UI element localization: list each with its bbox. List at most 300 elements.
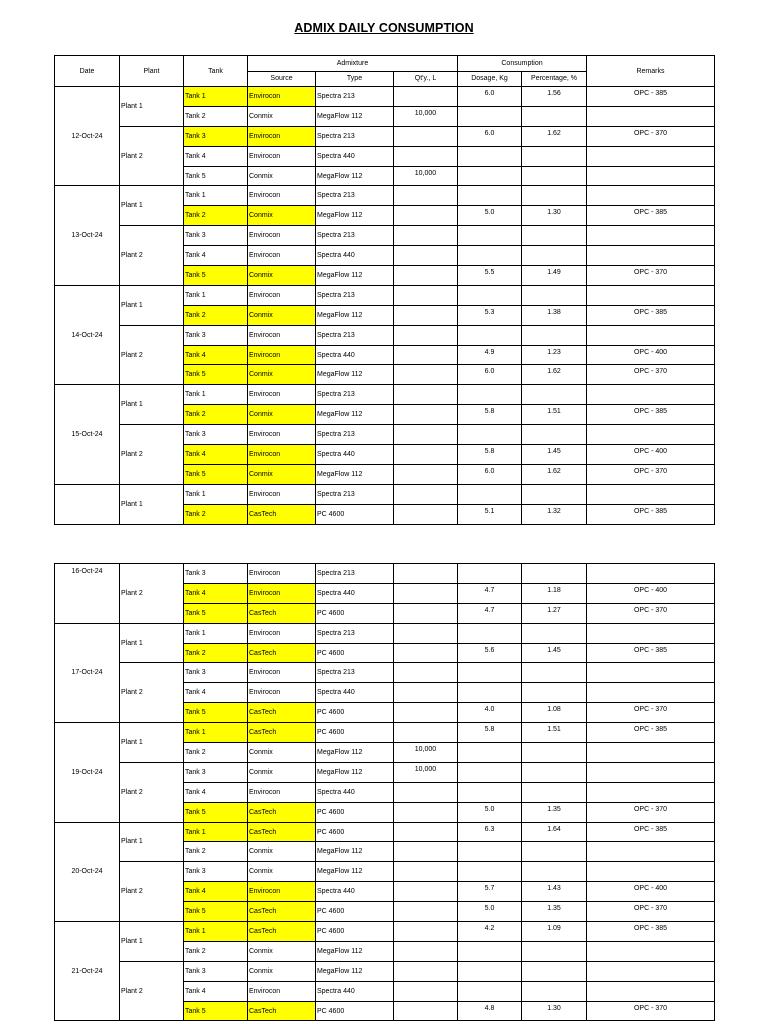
remarks-cell: OPC - 385 xyxy=(587,405,715,425)
tank-cell: Tank 1 xyxy=(184,484,248,504)
header-remarks: Remarks xyxy=(587,56,715,87)
dosage-cell xyxy=(458,762,522,782)
tank-cell: Tank 1 xyxy=(184,822,248,842)
dosage-cell xyxy=(458,166,522,186)
remarks-cell xyxy=(587,623,715,643)
percentage-cell xyxy=(522,743,587,763)
tank-cell: Tank 4 xyxy=(184,782,248,802)
percentage-cell xyxy=(522,762,587,782)
type-cell: PC 4600 xyxy=(316,643,394,663)
remarks-cell: OPC - 385 xyxy=(587,504,715,524)
qty-cell xyxy=(394,365,458,385)
qty-cell xyxy=(394,484,458,504)
qty-cell xyxy=(394,802,458,822)
qty-cell xyxy=(394,464,458,484)
tank-cell: Tank 1 xyxy=(184,385,248,405)
qty-cell xyxy=(394,246,458,266)
percentage-cell xyxy=(522,186,587,206)
tank-cell: Tank 2 xyxy=(184,405,248,425)
type-cell: MegaFlow 112 xyxy=(316,762,394,782)
source-cell: Envirocon xyxy=(248,683,316,703)
percentage-cell xyxy=(522,961,587,981)
source-cell: CasTech xyxy=(248,1001,316,1021)
remarks-cell: OPC - 385 xyxy=(587,822,715,842)
source-cell: CasTech xyxy=(248,822,316,842)
qty-cell xyxy=(394,445,458,465)
qty-cell xyxy=(394,345,458,365)
remarks-cell xyxy=(587,941,715,961)
dosage-cell xyxy=(458,425,522,445)
type-cell: Spectra 440 xyxy=(316,345,394,365)
dosage-cell xyxy=(458,862,522,882)
source-cell: Conmix xyxy=(248,862,316,882)
remarks-cell xyxy=(587,226,715,246)
plant-cell: Plant 2 xyxy=(120,325,184,385)
percentage-cell xyxy=(522,862,587,882)
date-cell: 16-Oct-24 xyxy=(55,564,120,624)
table-row xyxy=(55,922,715,942)
plant-cell: Plant 1 xyxy=(120,385,184,425)
plant-cell: Plant 1 xyxy=(120,723,184,763)
date-cell: 14-Oct-24 xyxy=(55,285,120,384)
qty-cell xyxy=(394,603,458,623)
tank-cell: Tank 3 xyxy=(184,862,248,882)
type-cell: PC 4600 xyxy=(316,504,394,524)
remarks-cell xyxy=(587,564,715,584)
percentage-cell xyxy=(522,166,587,186)
remarks-cell: OPC - 370 xyxy=(587,902,715,922)
qty-cell xyxy=(394,782,458,802)
dosage-cell xyxy=(458,623,522,643)
dosage-cell xyxy=(458,961,522,981)
dosage-cell: 5.8 xyxy=(458,445,522,465)
remarks-cell xyxy=(587,325,715,345)
type-cell: PC 4600 xyxy=(316,703,394,723)
remarks-cell xyxy=(587,842,715,862)
tank-cell: Tank 2 xyxy=(184,206,248,226)
percentage-cell xyxy=(522,285,587,305)
remarks-cell: OPC - 370 xyxy=(587,365,715,385)
type-cell: Spectra 440 xyxy=(316,583,394,603)
header-consumption: Consumption xyxy=(458,56,587,72)
remarks-cell: OPC - 370 xyxy=(587,266,715,286)
dosage-cell: 6.0 xyxy=(458,464,522,484)
tank-cell: Tank 3 xyxy=(184,762,248,782)
plant-cell: Plant 1 xyxy=(120,623,184,663)
header-type: Type xyxy=(316,71,394,87)
qty-cell xyxy=(394,723,458,743)
tank-cell: Tank 5 xyxy=(184,603,248,623)
header-admixture: Admixture xyxy=(248,56,458,72)
plant-cell: Plant 2 xyxy=(120,762,184,822)
qty-cell xyxy=(394,87,458,107)
dosage-cell: 4.9 xyxy=(458,345,522,365)
source-cell: Envirocon xyxy=(248,484,316,504)
plant-cell: Plant 1 xyxy=(120,922,184,962)
type-cell: PC 4600 xyxy=(316,902,394,922)
percentage-cell xyxy=(522,146,587,166)
type-cell: Spectra 213 xyxy=(316,87,394,107)
table-row xyxy=(55,285,715,305)
type-cell: Spectra 213 xyxy=(316,285,394,305)
type-cell: Spectra 440 xyxy=(316,882,394,902)
tank-cell: Tank 5 xyxy=(184,464,248,484)
dosage-cell xyxy=(458,146,522,166)
percentage-cell: 1.62 xyxy=(522,365,587,385)
tank-cell: Tank 2 xyxy=(184,941,248,961)
source-cell: CasTech xyxy=(248,723,316,743)
type-cell: Spectra 213 xyxy=(316,325,394,345)
tank-cell: Tank 2 xyxy=(184,106,248,126)
plant-cell: Plant 2 xyxy=(120,862,184,922)
dosage-cell: 6.0 xyxy=(458,126,522,146)
qty-cell xyxy=(394,146,458,166)
tank-cell: Tank 5 xyxy=(184,802,248,822)
percentage-cell xyxy=(522,941,587,961)
type-cell: MegaFlow 112 xyxy=(316,464,394,484)
table-row xyxy=(55,325,715,345)
plant-cell: Plant 2 xyxy=(120,564,184,624)
source-cell: Conmix xyxy=(248,166,316,186)
source-cell: CasTech xyxy=(248,643,316,663)
type-cell: MegaFlow 112 xyxy=(316,961,394,981)
tank-cell: Tank 3 xyxy=(184,425,248,445)
remarks-cell: OPC - 400 xyxy=(587,345,715,365)
dosage-cell: 5.3 xyxy=(458,305,522,325)
remarks-cell xyxy=(587,862,715,882)
remarks-cell: OPC - 385 xyxy=(587,723,715,743)
dosage-cell: 4.7 xyxy=(458,603,522,623)
plant-cell: Plant 2 xyxy=(120,126,184,186)
dosage-cell xyxy=(458,782,522,802)
consumption-table-page-2 xyxy=(54,563,715,1021)
type-cell: Spectra 213 xyxy=(316,226,394,246)
dosage-cell: 4.0 xyxy=(458,703,522,723)
type-cell: Spectra 440 xyxy=(316,146,394,166)
qty-cell xyxy=(394,564,458,584)
type-cell: MegaFlow 112 xyxy=(316,842,394,862)
tank-cell: Tank 5 xyxy=(184,703,248,723)
tank-cell: Tank 2 xyxy=(184,643,248,663)
table-row xyxy=(55,87,715,107)
remarks-cell: OPC - 370 xyxy=(587,703,715,723)
source-cell: CasTech xyxy=(248,902,316,922)
qty-cell xyxy=(394,266,458,286)
dosage-cell: 5.8 xyxy=(458,723,522,743)
tank-cell: Tank 3 xyxy=(184,325,248,345)
tank-cell: Tank 2 xyxy=(184,743,248,763)
source-cell: CasTech xyxy=(248,922,316,942)
dosage-cell xyxy=(458,842,522,862)
type-cell: MegaFlow 112 xyxy=(316,206,394,226)
percentage-cell: 1.38 xyxy=(522,305,587,325)
qty-cell xyxy=(394,385,458,405)
remarks-cell: OPC - 385 xyxy=(587,305,715,325)
remarks-cell: OPC - 385 xyxy=(587,922,715,942)
qty-cell xyxy=(394,703,458,723)
dosage-cell: 5.0 xyxy=(458,902,522,922)
type-cell: Spectra 213 xyxy=(316,663,394,683)
date-cell xyxy=(55,484,120,524)
remarks-cell xyxy=(587,146,715,166)
qty-cell xyxy=(394,305,458,325)
remarks-cell xyxy=(587,106,715,126)
dosage-cell: 5.1 xyxy=(458,504,522,524)
dosage-cell xyxy=(458,484,522,504)
qty-cell xyxy=(394,623,458,643)
source-cell: Conmix xyxy=(248,464,316,484)
source-cell: Conmix xyxy=(248,106,316,126)
source-cell: Conmix xyxy=(248,206,316,226)
qty-cell xyxy=(394,1001,458,1021)
type-cell: MegaFlow 112 xyxy=(316,266,394,286)
qty-cell xyxy=(394,882,458,902)
percentage-cell: 1.49 xyxy=(522,266,587,286)
consumption-table-page-1 xyxy=(54,55,715,525)
remarks-cell xyxy=(587,743,715,763)
tank-cell: Tank 5 xyxy=(184,365,248,385)
table-row xyxy=(55,762,715,782)
source-cell: Envirocon xyxy=(248,226,316,246)
source-cell: Envirocon xyxy=(248,882,316,902)
header-source: Source xyxy=(248,71,316,87)
type-cell: MegaFlow 112 xyxy=(316,743,394,763)
dosage-cell: 6.0 xyxy=(458,87,522,107)
percentage-cell xyxy=(522,246,587,266)
remarks-cell xyxy=(587,246,715,266)
tank-cell: Tank 1 xyxy=(184,285,248,305)
percentage-cell: 1.51 xyxy=(522,405,587,425)
date-cell: 15-Oct-24 xyxy=(55,385,120,484)
tank-cell: Tank 4 xyxy=(184,981,248,1001)
tank-cell: Tank 1 xyxy=(184,186,248,206)
table-row xyxy=(55,961,715,981)
remarks-cell xyxy=(587,166,715,186)
source-cell: Conmix xyxy=(248,266,316,286)
source-cell: CasTech xyxy=(248,703,316,723)
source-cell: Envirocon xyxy=(248,126,316,146)
type-cell: MegaFlow 112 xyxy=(316,106,394,126)
dosage-cell: 5.8 xyxy=(458,405,522,425)
percentage-cell: 1.45 xyxy=(522,445,587,465)
header-tank: Tank xyxy=(184,56,248,87)
plant-cell: Plant 1 xyxy=(120,484,184,524)
table-row xyxy=(55,862,715,882)
tank-cell: Tank 3 xyxy=(184,663,248,683)
qty-cell xyxy=(394,504,458,524)
tank-cell: Tank 2 xyxy=(184,305,248,325)
remarks-cell: OPC - 385 xyxy=(587,87,715,107)
dosage-cell: 4.2 xyxy=(458,922,522,942)
table-row xyxy=(55,623,715,643)
dosage-cell xyxy=(458,186,522,206)
percentage-cell: 1.09 xyxy=(522,922,587,942)
qty-cell xyxy=(394,941,458,961)
type-cell: Spectra 213 xyxy=(316,623,394,643)
percentage-cell: 1.23 xyxy=(522,345,587,365)
source-cell: Envirocon xyxy=(248,445,316,465)
remarks-cell xyxy=(587,762,715,782)
qty-cell xyxy=(394,583,458,603)
source-cell: Envirocon xyxy=(248,345,316,365)
remarks-cell xyxy=(587,981,715,1001)
table-row xyxy=(55,385,715,405)
date-cell: 13-Oct-24 xyxy=(55,186,120,285)
plant-cell: Plant 1 xyxy=(120,285,184,325)
source-cell: Envirocon xyxy=(248,981,316,1001)
date-cell: 19-Oct-24 xyxy=(55,723,120,822)
remarks-cell xyxy=(587,961,715,981)
tank-cell: Tank 4 xyxy=(184,345,248,365)
percentage-cell xyxy=(522,782,587,802)
table-row xyxy=(55,822,715,842)
table-row xyxy=(55,484,715,504)
date-cell: 12-Oct-24 xyxy=(55,87,120,186)
percentage-cell xyxy=(522,842,587,862)
qty-cell xyxy=(394,126,458,146)
type-cell: PC 4600 xyxy=(316,603,394,623)
source-cell: Conmix xyxy=(248,842,316,862)
percentage-cell: 1.35 xyxy=(522,902,587,922)
dosage-cell xyxy=(458,246,522,266)
type-cell: Spectra 440 xyxy=(316,683,394,703)
qty-cell xyxy=(394,285,458,305)
remarks-cell: OPC - 370 xyxy=(587,603,715,623)
qty-cell: 10,000 xyxy=(394,762,458,782)
remarks-cell: OPC - 370 xyxy=(587,1001,715,1021)
type-cell: PC 4600 xyxy=(316,922,394,942)
qty-cell xyxy=(394,683,458,703)
dosage-cell xyxy=(458,663,522,683)
page-title: ADMIX DAILY CONSUMPTION xyxy=(294,21,474,35)
dosage-cell: 5.7 xyxy=(458,882,522,902)
date-cell: 20-Oct-24 xyxy=(55,822,120,921)
source-cell: Conmix xyxy=(248,961,316,981)
plant-cell: Plant 1 xyxy=(120,87,184,127)
type-cell: PC 4600 xyxy=(316,802,394,822)
source-cell: Envirocon xyxy=(248,583,316,603)
source-cell: Envirocon xyxy=(248,782,316,802)
type-cell: Spectra 440 xyxy=(316,782,394,802)
percentage-cell xyxy=(522,106,587,126)
header-qty: Qt'y., L xyxy=(394,71,458,87)
remarks-cell: OPC - 400 xyxy=(587,583,715,603)
percentage-cell xyxy=(522,663,587,683)
dosage-cell: 4.7 xyxy=(458,583,522,603)
type-cell: Spectra 213 xyxy=(316,186,394,206)
tank-cell: Tank 3 xyxy=(184,226,248,246)
percentage-cell: 1.27 xyxy=(522,603,587,623)
tank-cell: Tank 1 xyxy=(184,623,248,643)
source-cell: Envirocon xyxy=(248,87,316,107)
table-row xyxy=(55,186,715,206)
percentage-cell: 1.45 xyxy=(522,643,587,663)
qty-cell xyxy=(394,842,458,862)
percentage-cell: 1.51 xyxy=(522,723,587,743)
tank-cell: Tank 4 xyxy=(184,683,248,703)
type-cell: Spectra 440 xyxy=(316,981,394,1001)
type-cell: PC 4600 xyxy=(316,723,394,743)
percentage-cell: 1.64 xyxy=(522,822,587,842)
percentage-cell xyxy=(522,683,587,703)
plant-cell: Plant 1 xyxy=(120,186,184,226)
dosage-cell xyxy=(458,683,522,703)
dosage-cell xyxy=(458,285,522,305)
type-cell: MegaFlow 112 xyxy=(316,305,394,325)
table-row xyxy=(55,564,715,584)
percentage-cell xyxy=(522,325,587,345)
percentage-cell: 1.32 xyxy=(522,504,587,524)
percentage-cell xyxy=(522,484,587,504)
tank-cell: Tank 3 xyxy=(184,126,248,146)
tank-cell: Tank 5 xyxy=(184,902,248,922)
qty-cell xyxy=(394,862,458,882)
type-cell: MegaFlow 112 xyxy=(316,862,394,882)
dosage-cell: 5.0 xyxy=(458,802,522,822)
source-cell: Envirocon xyxy=(248,325,316,345)
tank-cell: Tank 4 xyxy=(184,146,248,166)
source-cell: Conmix xyxy=(248,743,316,763)
source-cell: Conmix xyxy=(248,762,316,782)
remarks-cell xyxy=(587,683,715,703)
tank-cell: Tank 1 xyxy=(184,723,248,743)
source-cell: Envirocon xyxy=(248,564,316,584)
percentage-cell: 1.43 xyxy=(522,882,587,902)
header-date: Date xyxy=(55,56,120,87)
remarks-cell: OPC - 370 xyxy=(587,802,715,822)
type-cell: Spectra 440 xyxy=(316,246,394,266)
tank-cell: Tank 4 xyxy=(184,445,248,465)
source-cell: Envirocon xyxy=(248,663,316,683)
plant-cell: Plant 2 xyxy=(120,663,184,723)
tank-cell: Tank 1 xyxy=(184,87,248,107)
source-cell: Envirocon xyxy=(248,623,316,643)
remarks-cell: OPC - 400 xyxy=(587,882,715,902)
source-cell: Conmix xyxy=(248,365,316,385)
dosage-cell xyxy=(458,106,522,126)
qty-cell xyxy=(394,961,458,981)
plant-cell: Plant 2 xyxy=(120,425,184,485)
percentage-cell: 1.62 xyxy=(522,464,587,484)
table-row xyxy=(55,226,715,246)
qty-cell: 10,000 xyxy=(394,106,458,126)
type-cell: PC 4600 xyxy=(316,822,394,842)
qty-cell xyxy=(394,663,458,683)
tank-cell: Tank 4 xyxy=(184,583,248,603)
type-cell: MegaFlow 112 xyxy=(316,941,394,961)
qty-cell xyxy=(394,405,458,425)
qty-cell xyxy=(394,206,458,226)
qty-cell xyxy=(394,822,458,842)
source-cell: CasTech xyxy=(248,603,316,623)
qty-cell xyxy=(394,425,458,445)
remarks-cell: OPC - 385 xyxy=(587,206,715,226)
dosage-cell xyxy=(458,325,522,345)
remarks-cell: OPC - 385 xyxy=(587,643,715,663)
percentage-cell xyxy=(522,564,587,584)
qty-cell xyxy=(394,325,458,345)
header-plant: Plant xyxy=(120,56,184,87)
tank-cell: Tank 1 xyxy=(184,922,248,942)
qty-cell xyxy=(394,922,458,942)
qty-cell xyxy=(394,186,458,206)
header-dosage: Dosage, Kg xyxy=(458,71,522,87)
dosage-cell xyxy=(458,981,522,1001)
dosage-cell: 4.8 xyxy=(458,1001,522,1021)
qty-cell xyxy=(394,902,458,922)
percentage-cell xyxy=(522,623,587,643)
qty-cell: 10,000 xyxy=(394,166,458,186)
